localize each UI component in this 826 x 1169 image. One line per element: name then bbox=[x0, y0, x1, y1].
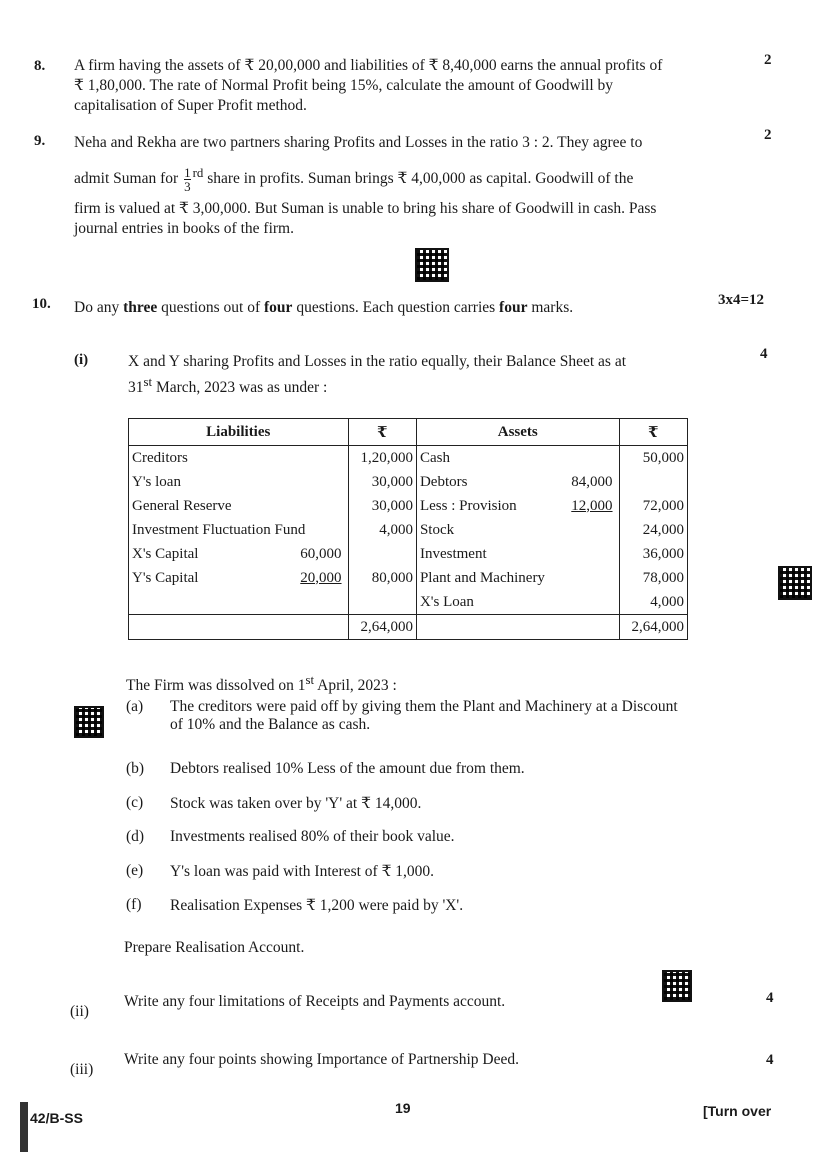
q10-text-d: four bbox=[264, 299, 293, 316]
total-blank bbox=[416, 615, 619, 640]
q10-instruction bbox=[74, 298, 573, 318]
item-label: (d) bbox=[126, 828, 145, 845]
liab-amount-cell: 30,000 bbox=[348, 470, 416, 494]
q9-frac-den: 3 bbox=[184, 179, 191, 195]
table-total-row bbox=[129, 615, 688, 640]
footer-turn-over: [Turn over bbox=[703, 1103, 772, 1119]
asset-label: Investment bbox=[419, 545, 487, 562]
qr-code-icon bbox=[415, 248, 449, 282]
q8-number: 8. bbox=[34, 58, 46, 74]
asset-cell bbox=[416, 470, 619, 494]
balance-sheet-table bbox=[128, 418, 688, 640]
q9-frac-sup: rd bbox=[192, 165, 204, 180]
asset-cell bbox=[416, 494, 619, 518]
q9-fraction bbox=[184, 166, 191, 193]
liab-sub-amount: 60,000 bbox=[300, 545, 342, 562]
q10i-marks: 4 bbox=[760, 346, 768, 362]
item-label: (e) bbox=[126, 862, 144, 879]
qr-code-icon bbox=[74, 706, 104, 738]
q10-text-e: questions. Each question carries bbox=[296, 299, 496, 316]
q9-frac-num: 1 bbox=[184, 165, 191, 181]
table-row bbox=[129, 494, 688, 518]
q10-text-b: three bbox=[123, 299, 158, 316]
q10i-line2-b: March, 2023 was as under : bbox=[152, 379, 328, 397]
table-row bbox=[129, 518, 688, 542]
asset-label: Stock bbox=[419, 521, 455, 538]
q10-text-a: Do any bbox=[74, 299, 120, 316]
footer-code: 42/B-SS bbox=[30, 1110, 83, 1126]
q10ii-label: (ii) bbox=[70, 1003, 89, 1020]
qr-code-icon bbox=[662, 970, 692, 1002]
liab-amount-cell: 80,000 bbox=[348, 566, 416, 590]
asset-label: X's Loan bbox=[419, 593, 474, 610]
list-item bbox=[126, 760, 525, 778]
total-blank bbox=[129, 615, 349, 640]
item-text-line1: Debtors realised 10% Less of the amount due from them. bbox=[170, 760, 525, 777]
dissolved-a: The Firm was dissolved on 1 bbox=[126, 677, 306, 695]
list-item bbox=[126, 698, 678, 734]
list-item bbox=[126, 862, 434, 881]
item-text-line1: Realisation Expenses ₹ 1,200 were paid by 'X'. bbox=[170, 897, 464, 914]
table-row bbox=[129, 446, 688, 471]
q10ii-marks: 4 bbox=[766, 990, 774, 1006]
q9-line1: Neha and Rekha are two partners sharing Profits and Losses in the ratio 3 : 2. They agree to bbox=[74, 134, 643, 151]
header-assets: Assets bbox=[416, 419, 619, 446]
list-item bbox=[126, 794, 421, 813]
q10-marks: 3x4=12 bbox=[718, 292, 765, 308]
liab-amount-cell: 30,000 bbox=[348, 494, 416, 518]
q8-text bbox=[74, 56, 744, 116]
asset-amount-cell: 24,000 bbox=[619, 518, 687, 542]
q10-number: 10. bbox=[32, 296, 51, 312]
table-row bbox=[129, 566, 688, 590]
q9-marks: 2 bbox=[764, 127, 772, 143]
liab-cell bbox=[129, 518, 349, 542]
q10-text-c: questions out of bbox=[161, 299, 261, 316]
item-text bbox=[170, 794, 421, 813]
liab-label: X's Capital bbox=[132, 545, 199, 562]
liab-label: Y's Capital bbox=[132, 569, 199, 586]
asset-cell bbox=[416, 590, 619, 615]
q9-line3: firm is valued at ₹ 3,00,000. But Suman is unable to bring his share of Goodwill in cash. Pass bbox=[74, 200, 657, 218]
table-row bbox=[129, 470, 688, 494]
asset-amount-cell bbox=[619, 470, 687, 494]
item-text-line1: Stock was taken over by 'Y' at ₹ 14,000. bbox=[170, 795, 422, 812]
asset-cell bbox=[416, 566, 619, 590]
q10ii-text: Write any four limitations of Receipts and Payments account. bbox=[124, 993, 506, 1010]
asset-amount-cell: 4,000 bbox=[619, 590, 687, 615]
item-label: (f) bbox=[126, 896, 142, 913]
liab-sub-amount: 20,000 bbox=[300, 569, 342, 586]
item-label: (c) bbox=[126, 794, 144, 811]
q8-line3: capitalisation of Super Profit method. bbox=[74, 97, 307, 114]
table-header-row bbox=[129, 419, 688, 446]
item-text bbox=[170, 760, 525, 778]
q10iii-marks: 4 bbox=[766, 1052, 774, 1068]
q9-number: 9. bbox=[34, 133, 46, 149]
liab-cell bbox=[129, 542, 349, 566]
liab-amount-cell bbox=[348, 590, 416, 615]
q9-line2-b: share in profits. Suman brings ₹ 4,00,000 as capital. Goodwill of the bbox=[207, 170, 634, 188]
asset-sub-amount: 84,000 bbox=[571, 473, 613, 490]
item-text-line1: Investments realised 80% of their book value. bbox=[170, 828, 455, 845]
qr-code-icon bbox=[778, 566, 812, 600]
item-text bbox=[170, 896, 463, 915]
q8-marks: 2 bbox=[764, 52, 772, 68]
q10i-line2 bbox=[128, 372, 748, 398]
asset-label: Less : Provision bbox=[419, 497, 517, 514]
q10i-text bbox=[128, 352, 748, 398]
item-text-line1: Y's loan was paid with Interest of ₹ 1,000. bbox=[170, 863, 435, 880]
liab-cell bbox=[129, 590, 349, 615]
item-text bbox=[170, 698, 678, 734]
dissolved-line bbox=[126, 670, 397, 696]
asset-cell bbox=[416, 446, 619, 471]
item-text-line2: of 10% and the Balance as cash. bbox=[170, 716, 371, 733]
header-rupee-liab: ₹ bbox=[348, 419, 416, 446]
item-text bbox=[170, 862, 434, 881]
asset-amount-cell: 50,000 bbox=[619, 446, 687, 471]
q9-text bbox=[74, 133, 744, 239]
q9-line2 bbox=[74, 163, 744, 193]
asset-cell bbox=[416, 542, 619, 566]
q9-line2-a: admit Suman for bbox=[74, 170, 179, 188]
dissolved-sup: st bbox=[305, 672, 315, 687]
liab-amount-cell: 1,20,000 bbox=[348, 446, 416, 471]
header-liabilities: Liabilities bbox=[129, 419, 349, 446]
asset-amount-cell: 72,000 bbox=[619, 494, 687, 518]
total-liabilities: 2,64,000 bbox=[348, 615, 416, 640]
liab-label: Y's loan bbox=[132, 473, 181, 490]
item-label: (a) bbox=[126, 698, 144, 715]
liab-label: Investment Fluctuation Fund bbox=[132, 521, 306, 538]
item-label: (b) bbox=[126, 760, 145, 777]
prepare-line: Prepare Realisation Account. bbox=[124, 939, 305, 956]
asset-label: Plant and Machinery bbox=[419, 569, 545, 586]
table-row bbox=[129, 590, 688, 615]
asset-cell bbox=[416, 518, 619, 542]
header-rupee-assets: ₹ bbox=[619, 419, 687, 446]
asset-label: Cash bbox=[419, 449, 450, 466]
scan-edge-mark bbox=[20, 1102, 28, 1152]
asset-sub-amount: 12,000 bbox=[571, 497, 613, 514]
item-text-line1: The creditors were paid off by giving them the Plant and Machinery at a Discount bbox=[170, 698, 678, 715]
q8-line1: A firm having the assets of ₹ 20,00,000 and liabilities of ₹ 8,40,000 earns the annual profits of bbox=[74, 57, 663, 74]
dissolved-b: April, 2023 : bbox=[314, 677, 397, 695]
table-row bbox=[129, 542, 688, 566]
liab-label: General Reserve bbox=[132, 497, 232, 514]
list-item bbox=[126, 828, 455, 846]
q10i-line1: X and Y sharing Profits and Losses in the ratio equally, their Balance Sheet as at bbox=[128, 353, 627, 370]
q8-line2: ₹ 1,80,000. The rate of Normal Profit being 15%, calculate the amount of Goodwill by bbox=[74, 77, 614, 94]
q10i-line2-sup: st bbox=[143, 374, 153, 389]
list-item bbox=[126, 896, 463, 915]
q10i-label: (i) bbox=[74, 352, 89, 368]
liab-cell bbox=[129, 494, 349, 518]
liab-label: Creditors bbox=[132, 449, 188, 466]
footer-page-number: 19 bbox=[395, 1100, 411, 1116]
item-text bbox=[170, 828, 455, 846]
total-assets: 2,64,000 bbox=[619, 615, 687, 640]
q10-text-f: four bbox=[499, 299, 528, 316]
liab-amount-cell bbox=[348, 542, 416, 566]
q10i-line2-a: 31 bbox=[128, 379, 144, 397]
liab-amount-cell: 4,000 bbox=[348, 518, 416, 542]
liab-cell bbox=[129, 446, 349, 471]
q9-line4: journal entries in books of the firm. bbox=[74, 220, 294, 238]
asset-label: Debtors bbox=[419, 473, 468, 490]
asset-amount-cell: 36,000 bbox=[619, 542, 687, 566]
q10-text-g: marks. bbox=[531, 299, 574, 316]
liab-cell bbox=[129, 470, 349, 494]
liab-cell bbox=[129, 566, 349, 590]
q10iii-label: (iii) bbox=[70, 1061, 94, 1078]
asset-amount-cell: 78,000 bbox=[619, 566, 687, 590]
q10iii-text: Write any four points showing Importance of Partnership Deed. bbox=[124, 1051, 519, 1068]
